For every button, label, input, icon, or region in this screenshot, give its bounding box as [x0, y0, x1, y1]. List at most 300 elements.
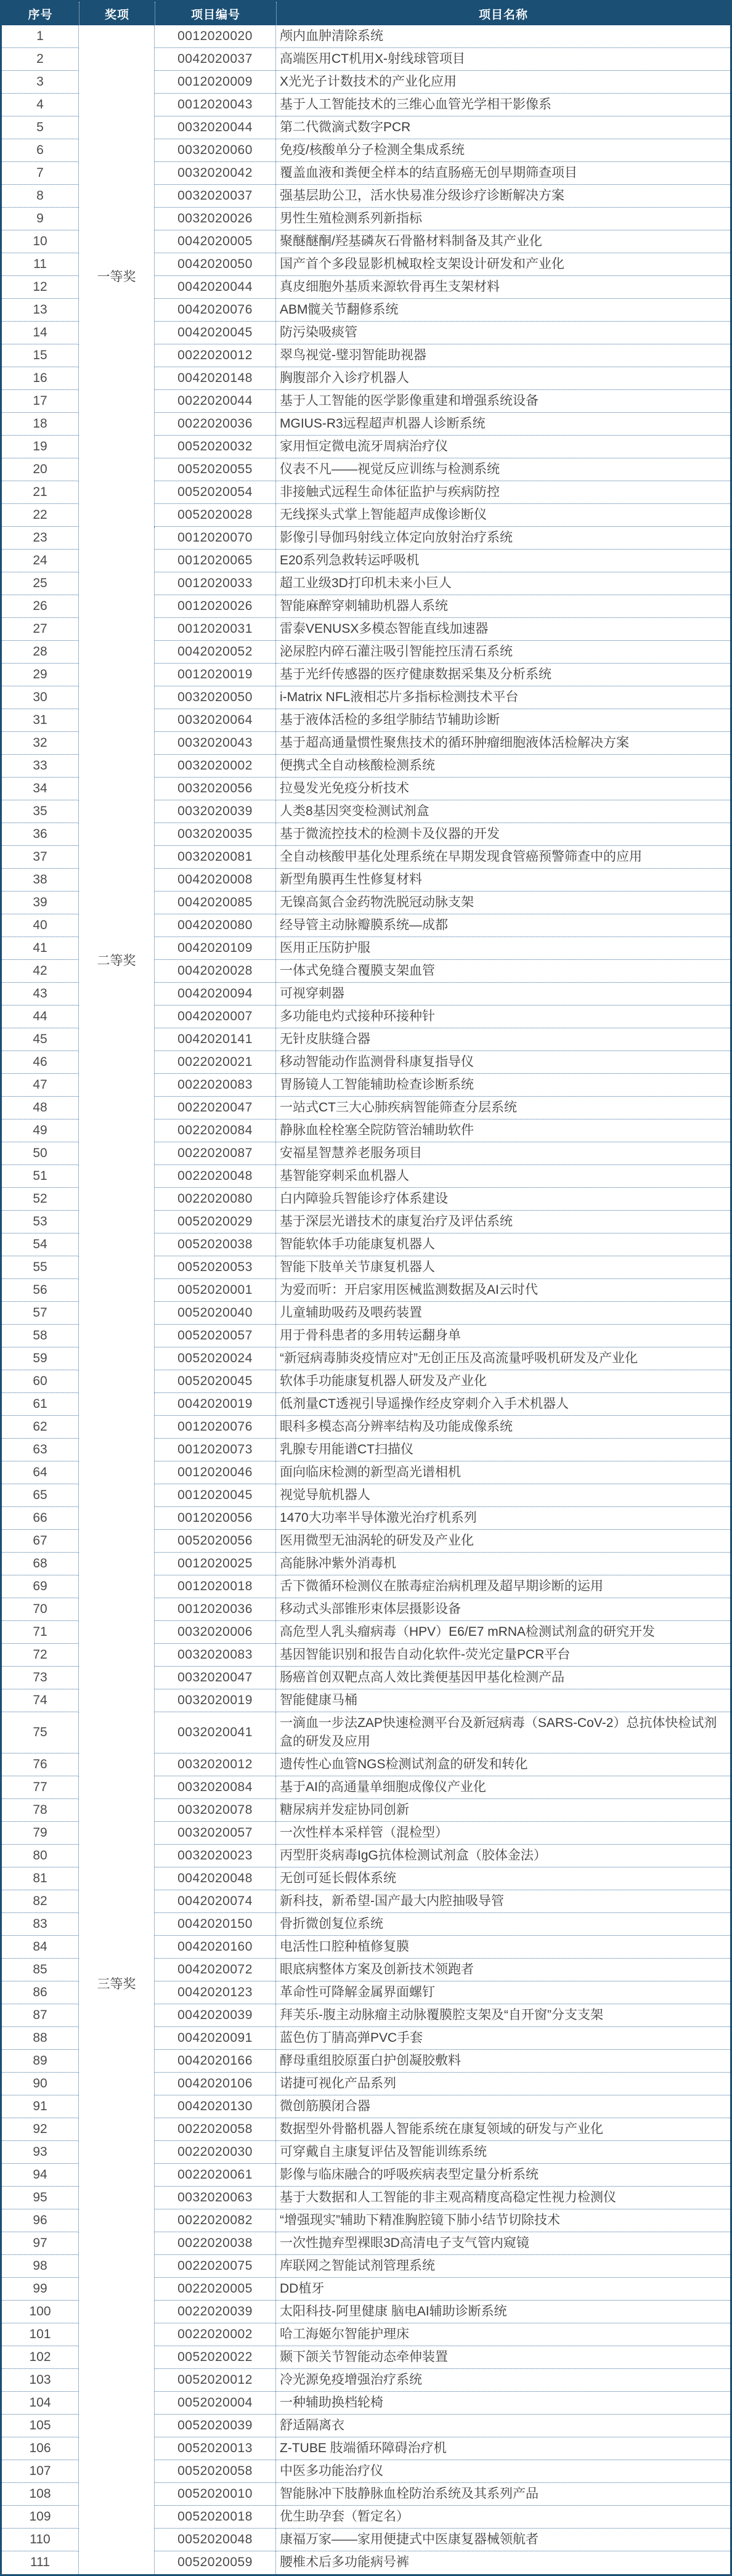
row-seq-cell: 100 — [2, 2301, 79, 2323]
row-seq-cell: 78 — [2, 1799, 79, 1822]
row-seq-cell: 26 — [2, 595, 79, 618]
row-code-cell: 0032020044 — [155, 116, 276, 139]
row-seq-cell: 84 — [2, 1936, 79, 1959]
row-code-cell: 0032020019 — [155, 1689, 276, 1712]
row-code-cell: 0032020063 — [155, 2187, 276, 2209]
row-code-cell: 0032020041 — [155, 1712, 276, 1753]
row-name-cell: 高端医用CT机用X-射线球管项目 — [276, 48, 730, 71]
row-name-cell: 低剂量CT透视引导遥操作经皮穿刺介入手术机器人 — [276, 1393, 730, 1416]
row-name-cell: 遗传性心血管NGS检测试剂盒的研发和转化 — [276, 1753, 730, 1776]
table-header-row — [2, 2, 730, 25]
row-name-cell: 仪表不凡——视觉反应训练与检测系统 — [276, 458, 730, 481]
row-name-cell: 眼科多模态高分辨率结构及功能成像系统 — [276, 1416, 730, 1439]
row-seq-cell: 96 — [2, 2209, 79, 2232]
row-code-cell: 0042020028 — [155, 960, 276, 983]
row-name-cell: DD植牙 — [276, 2278, 730, 2301]
row-code-cell: 0042020109 — [155, 937, 276, 960]
row-code-cell: 0032020037 — [155, 185, 276, 208]
row-code-cell: 0022020087 — [155, 1142, 276, 1165]
row-name-cell: 无线探头式掌上智能超声成像诊断仪 — [276, 504, 730, 527]
row-seq-cell: 72 — [2, 1644, 79, 1667]
row-name-cell: 智能健康马桶 — [276, 1689, 730, 1712]
row-code-cell: 0042020005 — [155, 230, 276, 253]
row-seq-cell: 35 — [2, 800, 79, 823]
row-name-cell: 新型角膜再生性修复材料 — [276, 869, 730, 892]
row-seq-cell: 15 — [2, 344, 79, 367]
row-name-cell: 乳腺专用能谱CT扫描仪 — [276, 1439, 730, 1461]
row-name-cell: 基于大数据和人工智能的非主观高精度高稳定性视力检测仪 — [276, 2187, 730, 2209]
row-seq-cell: 45 — [2, 1028, 79, 1051]
row-name-cell: 胃肠镜人工智能辅助检查诊断系统 — [276, 1074, 730, 1097]
row-seq-cell: 11 — [2, 253, 79, 276]
row-name-cell: 基于AI的高通量单细胞成像仪产业化 — [276, 1776, 730, 1799]
row-name-cell: i-Matrix NFL液相芯片多指标检测技术平台 — [276, 686, 730, 709]
row-seq-cell: 18 — [2, 413, 79, 436]
row-code-cell: 0032020012 — [155, 1753, 276, 1776]
row-name-cell: 颅内血肿清除系统 — [276, 25, 730, 48]
row-seq-cell: 58 — [2, 1325, 79, 1347]
row-code-cell: 0042020074 — [155, 1890, 276, 1913]
row-code-cell: 0042020007 — [155, 1006, 276, 1028]
row-seq-cell: 64 — [2, 1461, 79, 1484]
row-seq-cell: 29 — [2, 664, 79, 686]
row-seq-cell: 82 — [2, 1890, 79, 1913]
row-seq-cell: 14 — [2, 322, 79, 344]
row-seq-cell: 83 — [2, 1913, 79, 1936]
row-seq-cell: 108 — [2, 2483, 79, 2506]
row-name-cell: 康福万家——家用便捷式中医康复器械领航者 — [276, 2529, 730, 2551]
row-name-cell: 强基层助公卫，活水快易准分级诊疗诊断解决方案 — [276, 185, 730, 208]
row-seq-cell: 85 — [2, 1959, 79, 1981]
row-name-cell: E20系列急救转运呼吸机 — [276, 550, 730, 572]
row-seq-cell: 69 — [2, 1575, 79, 1598]
row-code-cell: 0052020040 — [155, 1302, 276, 1325]
row-code-cell: 0052020032 — [155, 436, 276, 458]
row-seq-cell: 88 — [2, 2027, 79, 2050]
row-code-cell: 0012020026 — [155, 595, 276, 618]
row-name-cell: 真皮细胞外基质来源软骨再生支架材料 — [276, 276, 730, 299]
row-name-cell: 静脉血栓栓塞全院防管治辅助软件 — [276, 1119, 730, 1142]
row-name-cell: 一次性抛弃型裸眼3D高清电子支气管内窥镜 — [276, 2232, 730, 2255]
row-name-cell: 泌尿腔内碎石灌注吸引智能控压清石系统 — [276, 641, 730, 664]
row-seq-cell: 75 — [2, 1712, 79, 1753]
row-code-cell: 0042020080 — [155, 914, 276, 937]
row-code-cell: 0032020026 — [155, 208, 276, 230]
row-code-cell: 0052020022 — [155, 2346, 276, 2369]
row-seq-cell: 52 — [2, 1188, 79, 1211]
row-name-cell: 拉曼发光免疫分析技术 — [276, 778, 730, 800]
row-name-cell: 基智能穿刺采血机器人 — [276, 1165, 730, 1188]
row-code-cell: 0052020059 — [155, 2551, 276, 2574]
row-name-cell: 基于液体活检的多组学肺结节辅助诊断 — [276, 709, 730, 732]
row-name-cell: 冷光源免疫增强治疗系统 — [276, 2369, 730, 2392]
row-seq-cell: 27 — [2, 618, 79, 641]
row-code-cell: 0052020058 — [155, 2460, 276, 2483]
row-code-cell: 0042020050 — [155, 253, 276, 276]
row-name-cell: 智能脉冲下肢静脉血栓防治系统及其系列产品 — [276, 2483, 730, 2506]
row-code-cell: 0042020008 — [155, 869, 276, 892]
row-name-cell: 白内障验兵智能诊疗体系建设 — [276, 1188, 730, 1211]
row-name-cell: 影像与临床融合的呼吸疾病表型定量分析系统 — [276, 2164, 730, 2187]
row-name-cell: 无镍高氮合金药物洗脱冠动脉支架 — [276, 892, 730, 914]
header-cell-name: 项目名称 — [276, 2, 730, 25]
row-name-cell: 医用正压防护服 — [276, 937, 730, 960]
row-name-cell: 数据型外骨骼机器人智能系统在康复领域的研发与产业化 — [276, 2118, 730, 2141]
row-seq-cell: 87 — [2, 2004, 79, 2027]
row-code-cell: 0022020058 — [155, 2118, 276, 2141]
row-seq-cell: 49 — [2, 1119, 79, 1142]
row-code-cell: 0032020002 — [155, 755, 276, 778]
row-name-cell: MGIUS-R3远程超声机器人诊断系统 — [276, 413, 730, 436]
row-name-cell: 软体手功能康复机器人研发及产业化 — [276, 1370, 730, 1393]
row-code-cell: 0052020029 — [155, 1211, 276, 1233]
row-code-cell: 0012020025 — [155, 1553, 276, 1575]
row-code-cell: 0032020006 — [155, 1621, 276, 1644]
row-seq-cell: 71 — [2, 1621, 79, 1644]
row-code-cell: 0042020094 — [155, 983, 276, 1006]
row-seq-cell: 7 — [2, 162, 79, 185]
row-code-cell: 0042020160 — [155, 1936, 276, 1959]
row-seq-cell: 60 — [2, 1370, 79, 1393]
row-seq-cell: 61 — [2, 1393, 79, 1416]
row-code-cell: 0022020075 — [155, 2255, 276, 2278]
row-seq-cell: 101 — [2, 2323, 79, 2346]
row-code-cell: 0032020023 — [155, 1845, 276, 1867]
row-name-cell: 全自动核酸甲基化处理系统在早期发现食管癌预警筛查中的应用 — [276, 846, 730, 869]
row-seq-cell: 102 — [2, 2346, 79, 2369]
header-cell-award: 奖项 — [79, 2, 155, 25]
row-name-cell: 骨折微创复位系统 — [276, 1913, 730, 1936]
row-code-cell: 0042020106 — [155, 2073, 276, 2095]
row-name-cell: 拜芙乐-腹主动脉瘤主动脉覆膜腔支架及“自开窗”分支支架 — [276, 2004, 730, 2027]
row-seq-cell: 2 — [2, 48, 79, 71]
row-seq-cell: 17 — [2, 390, 79, 413]
row-seq-cell: 34 — [2, 778, 79, 800]
row-name-cell: 可穿戴自主康复评估及智能训练系统 — [276, 2141, 730, 2164]
row-code-cell: 0052020045 — [155, 1370, 276, 1393]
row-seq-cell: 23 — [2, 527, 79, 550]
row-name-cell: 防污染吸痰管 — [276, 322, 730, 344]
row-name-cell: X光光子计数技术的产业化应用 — [276, 71, 730, 94]
row-seq-cell: 98 — [2, 2255, 79, 2278]
row-seq-cell: 73 — [2, 1667, 79, 1689]
row-code-cell: 0032020042 — [155, 162, 276, 185]
row-seq-cell: 57 — [2, 1302, 79, 1325]
row-seq-cell: 93 — [2, 2141, 79, 2164]
row-seq-cell: 30 — [2, 686, 79, 709]
row-name-cell: 基于人工智能的医学影像重建和增强系统设备 — [276, 390, 730, 413]
row-code-cell: 0012020046 — [155, 1461, 276, 1484]
row-name-cell: 安福星智慧养老服务项目 — [276, 1142, 730, 1165]
row-code-cell: 0032020050 — [155, 686, 276, 709]
row-name-cell: 多功能电灼式接种环接种针 — [276, 1006, 730, 1028]
row-seq-cell: 33 — [2, 755, 79, 778]
row-name-cell: 基于超高通量惯性聚焦技术的循环肿瘤细胞液体活检解决方案 — [276, 732, 730, 755]
row-code-cell: 0012020056 — [155, 1507, 276, 1530]
row-code-cell: 0042020052 — [155, 641, 276, 664]
row-seq-cell: 4 — [2, 94, 79, 116]
row-code-cell: 0022020002 — [155, 2323, 276, 2346]
row-code-cell: 0032020039 — [155, 800, 276, 823]
row-code-cell: 0012020018 — [155, 1575, 276, 1598]
row-seq-cell: 31 — [2, 709, 79, 732]
row-code-cell: 0042020085 — [155, 892, 276, 914]
row-code-cell: 0042020037 — [155, 48, 276, 71]
row-seq-cell: 3 — [2, 71, 79, 94]
row-code-cell: 0032020057 — [155, 1822, 276, 1845]
row-name-cell: 无针皮肤缝合器 — [276, 1028, 730, 1051]
row-name-cell: 超工业级3D打印机未来小巨人 — [276, 572, 730, 595]
row-code-cell: 0022020048 — [155, 1165, 276, 1188]
row-code-cell: 0022020012 — [155, 344, 276, 367]
row-code-cell: 0052020056 — [155, 1530, 276, 1553]
row-seq-cell: 16 — [2, 367, 79, 390]
row-code-cell: 0052020054 — [155, 481, 276, 504]
row-seq-cell: 32 — [2, 732, 79, 755]
row-name-cell: 人类8基因突变检测试剂盒 — [276, 800, 730, 823]
row-code-cell: 0052020038 — [155, 1233, 276, 1256]
row-seq-cell: 65 — [2, 1484, 79, 1507]
row-seq-cell: 39 — [2, 892, 79, 914]
row-seq-cell: 94 — [2, 2164, 79, 2187]
row-code-cell: 0032020060 — [155, 139, 276, 162]
row-name-cell: 移动式头部锥形束体层摄影设备 — [276, 1598, 730, 1621]
row-name-cell: 腰椎术后多功能病号裤 — [280, 2555, 409, 2570]
row-code-cell: 0022020044 — [155, 390, 276, 413]
row-code-cell: 0042020166 — [155, 2050, 276, 2073]
row-seq-cell: 76 — [2, 1753, 79, 1776]
row-name-cell: 中医多功能治疗仪 — [276, 2460, 730, 2483]
row-code-cell: 0022020036 — [155, 413, 276, 436]
row-seq-cell: 47 — [2, 1074, 79, 1097]
row-code-cell: 0052020004 — [155, 2392, 276, 2415]
row-name-cell: 经导管主动脉瓣膜系统—成都 — [276, 914, 730, 937]
row-name-cell: 微创筋膜闭合器 — [276, 2095, 730, 2118]
row-name-cell: 哈工海姬尔智能护理床 — [276, 2323, 730, 2346]
row-seq-cell: 54 — [2, 1233, 79, 1256]
row-name-cell: 用于骨科患者的多用转运翻身单 — [276, 1325, 730, 1347]
row-name-cell: 基于人工智能技术的三维心血管光学相干影像系 — [276, 94, 730, 116]
row-seq-cell: 91 — [2, 2095, 79, 2118]
row-name-cell: 胸腹部介入诊疗机器人 — [276, 367, 730, 390]
row-code-cell: 0042020045 — [155, 322, 276, 344]
row-name-cell: ABM髋关节翻修系统 — [276, 299, 730, 322]
row-seq-cell: 41 — [2, 937, 79, 960]
row-seq-cell: 109 — [2, 2506, 79, 2529]
row-seq-cell: 13 — [2, 299, 79, 322]
row-code-cell: 0012020009 — [155, 71, 276, 94]
row-code-cell: 0012020033 — [155, 572, 276, 595]
row-seq-cell: 19 — [2, 436, 79, 458]
row-seq-cell: 105 — [2, 2415, 79, 2437]
row-seq-cell: 56 — [2, 1279, 79, 1302]
row-code-cell: 0032020084 — [155, 1776, 276, 1799]
row-seq-cell: 86 — [2, 1981, 79, 2004]
row-seq-cell: 53 — [2, 1211, 79, 1233]
row-name-cell: 革命性可降解金属界面螺钉 — [276, 1981, 730, 2004]
row-code-cell: 0042020141 — [155, 1028, 276, 1051]
row-name-cell: 聚醚醚酮/羟基磷灰石骨骼材料制备及其产业化 — [276, 230, 730, 253]
row-name-cell: 国产首个多段显影机械取栓支架设计研发和产业化 — [276, 253, 730, 276]
row-seq-cell: 89 — [2, 2050, 79, 2073]
row-seq-cell: 103 — [2, 2369, 79, 2392]
row-code-cell: 0012020020 — [155, 25, 276, 48]
row-seq-cell: 107 — [2, 2460, 79, 2483]
row-code-cell: 0032020047 — [155, 1667, 276, 1689]
row-name-cell: 影像引导伽玛射线立体定向放射治疗系统 — [276, 527, 730, 550]
row-code-cell: 0022020061 — [155, 2164, 276, 2187]
row-code-cell: 0032020064 — [155, 709, 276, 732]
row-code-cell: 0052020010 — [155, 2483, 276, 2506]
row-name-cell: 颞下颌关节智能动态牵伸装置 — [276, 2346, 730, 2369]
row-name-cell: 一体式免缝合覆膜支架血管 — [276, 960, 730, 983]
row-code-cell: 0052020028 — [155, 504, 276, 527]
row-code-cell: 0012020031 — [155, 618, 276, 641]
row-code-cell: 0032020083 — [155, 1644, 276, 1667]
row-seq-cell: 37 — [2, 846, 79, 869]
row-seq-cell: 28 — [2, 641, 79, 664]
header-cell-seq: 序号 — [28, 8, 53, 22]
row-code-cell: 0042020148 — [155, 367, 276, 390]
row-seq-cell: 62 — [2, 1416, 79, 1439]
row-seq-cell: 70 — [2, 1598, 79, 1621]
row-code-cell: 0052020055 — [155, 458, 276, 481]
row-code-cell: 0052020012 — [155, 2369, 276, 2392]
row-name-cell: 一次性样本采样管（混检型） — [276, 1822, 730, 1845]
row-name-cell: 1470大功率半导体激光治疗机系列 — [276, 1507, 730, 1530]
row-name-cell: 智能下肢单关节康复机器人 — [276, 1256, 730, 1279]
row-code-cell: 0042020072 — [155, 1959, 276, 1981]
row-code-cell: 0012020045 — [155, 1484, 276, 1507]
row-code-cell: 0052020057 — [155, 1325, 276, 1347]
row-seq-cell: 43 — [2, 983, 79, 1006]
row-name-cell: 基于深层光谱技术的康复治疗及评估系统 — [276, 1211, 730, 1233]
row-name-cell: 医用微型无油涡轮的研发及产业化 — [276, 1530, 730, 1553]
row-seq-cell: 106 — [2, 2437, 79, 2460]
row-name-cell: 基因智能识别和报告自动化软件-荧光定量PCR平台 — [276, 1644, 730, 1667]
row-code-cell: 0042020091 — [155, 2027, 276, 2050]
row-code-cell: 0042020044 — [155, 276, 276, 299]
row-seq-cell: 8 — [2, 185, 79, 208]
row-code-cell: 0052020039 — [155, 2415, 276, 2437]
award-group-label: 一等奖 — [79, 25, 155, 527]
row-seq-cell: 68 — [2, 1553, 79, 1575]
row-code-cell: 0022020021 — [155, 1051, 276, 1074]
row-name-cell: Z-TUBE 肢端循环障碍治疗机 — [276, 2437, 730, 2460]
row-seq-cell: 97 — [2, 2232, 79, 2255]
row-code-cell: 0022020083 — [155, 1074, 276, 1097]
row-seq-cell: 5 — [2, 116, 79, 139]
row-seq-cell: 22 — [2, 504, 79, 527]
row-seq-cell: 20 — [2, 458, 79, 481]
row-seq-cell: 92 — [2, 2118, 79, 2141]
row-code-cell: 0012020070 — [155, 527, 276, 550]
row-seq-cell: 40 — [2, 914, 79, 937]
row-name-cell: 基于光纤传感器的医疗健康数据采集及分析系统 — [276, 664, 730, 686]
row-seq-cell: 63 — [2, 1439, 79, 1461]
row-code-cell: 0042020123 — [155, 1981, 276, 2004]
row-seq-cell: 24 — [2, 550, 79, 572]
row-seq-cell: 38 — [2, 869, 79, 892]
row-code-cell: 0032020078 — [155, 1799, 276, 1822]
row-seq-cell: 110 — [2, 2529, 79, 2551]
row-code-cell: 0032020043 — [155, 732, 276, 755]
row-seq-cell: 44 — [2, 1006, 79, 1028]
row-name-cell: 电活性口腔种植修复膜 — [276, 1936, 730, 1959]
row-name-cell: 面向临床检测的新型高光谱相机 — [276, 1461, 730, 1484]
row-seq-cell: 36 — [2, 823, 79, 846]
award-group-label: 二等奖 — [79, 527, 155, 1393]
row-name-cell: 诺捷可视化产品系列 — [276, 2073, 730, 2095]
row-code-cell: 0042020048 — [155, 1867, 276, 1890]
row-name-cell: 儿童辅助吸药及喂药装置 — [276, 1302, 730, 1325]
row-code-cell: 0022020047 — [155, 1097, 276, 1119]
row-name-cell: 家用恒定微电流牙周病治疗仪 — [276, 436, 730, 458]
row-code-cell: 0012020036 — [155, 1598, 276, 1621]
row-name-cell: 舌下微循环检测仪在脓毒症治病机理及超早期诊断的运用 — [276, 1575, 730, 1598]
row-code-cell: 0012020043 — [155, 94, 276, 116]
row-seq-cell: 10 — [2, 230, 79, 253]
row-name-cell: 无创可延长假体系统 — [276, 1867, 730, 1890]
row-seq-cell: 111 — [2, 2551, 79, 2574]
row-code-cell: 0012020076 — [155, 1416, 276, 1439]
row-seq-cell: 9 — [2, 208, 79, 230]
row-name-cell: 眼底病整体方案及创新技术领跑者 — [276, 1959, 730, 1981]
row-code-cell: 0012020019 — [155, 664, 276, 686]
row-name-cell: “增强现实”辅助下精准胸腔镜下肺小结节切除技术 — [276, 2209, 730, 2232]
row-code-cell: 0022020005 — [155, 2278, 276, 2301]
row-code-cell: 0022020084 — [155, 1119, 276, 1142]
row-name-cell: 优生助孕套（暂定名） — [276, 2506, 730, 2529]
row-name-cell: 库联网之智能试剂管理系统 — [276, 2255, 730, 2278]
row-name-cell: 可视穿刺器 — [276, 983, 730, 1006]
row-seq-cell: 50 — [2, 1142, 79, 1165]
row-code-cell: 0032020035 — [155, 823, 276, 846]
row-seq-cell: 90 — [2, 2073, 79, 2095]
row-seq-cell: 6 — [2, 139, 79, 162]
row-code-cell: 0022020080 — [155, 1188, 276, 1211]
row-name-cell: 糖尿病并发症协同创新 — [276, 1799, 730, 1822]
row-seq-cell: 99 — [2, 2278, 79, 2301]
row-seq-cell: 104 — [2, 2392, 79, 2415]
row-seq-cell: 51 — [2, 1165, 79, 1188]
row-seq-cell: 95 — [2, 2187, 79, 2209]
row-code-cell: 0022020030 — [155, 2141, 276, 2164]
row-name-cell: “新冠病毒肺炎疫情应对”无创正压及高流量呼吸机研发及产业化 — [276, 1347, 730, 1370]
row-seq-cell: 77 — [2, 1776, 79, 1799]
row-seq-cell: 81 — [2, 1867, 79, 1890]
row-code-cell: 0042020130 — [155, 2095, 276, 2118]
row-code-cell: 0032020081 — [155, 846, 276, 869]
row-name-cell: 智能软体手功能康复机器人 — [276, 1233, 730, 1256]
row-code-cell: 0022020082 — [155, 2209, 276, 2232]
row-code-cell: 0042020150 — [155, 1913, 276, 1936]
header-cell-code: 项目编号 — [155, 2, 276, 25]
row-code-cell: 0042020019 — [155, 1393, 276, 1416]
row-code-cell: 0052020024 — [155, 1347, 276, 1370]
row-name-cell: 雷泰VENUSX多模态智能直线加速器 — [276, 618, 730, 641]
row-code-cell: 0042020039 — [155, 2004, 276, 2027]
row-name-cell: 丙型肝炎病毒IgG抗体检测试剂盒（胶体金法） — [276, 1845, 730, 1867]
row-code-cell: 0052020013 — [155, 2437, 276, 2460]
row-seq-cell: 66 — [2, 1507, 79, 1530]
row-seq-cell: 59 — [2, 1347, 79, 1370]
table-body — [2, 25, 730, 2574]
row-seq-cell: 1 — [2, 25, 79, 48]
row-name-cell: 一站式CT三大心肺疾病智能筛查分层系统 — [276, 1097, 730, 1119]
row-code-cell: 0052020001 — [155, 1279, 276, 1302]
row-name-cell: 男性生殖检测系列新指标 — [276, 208, 730, 230]
